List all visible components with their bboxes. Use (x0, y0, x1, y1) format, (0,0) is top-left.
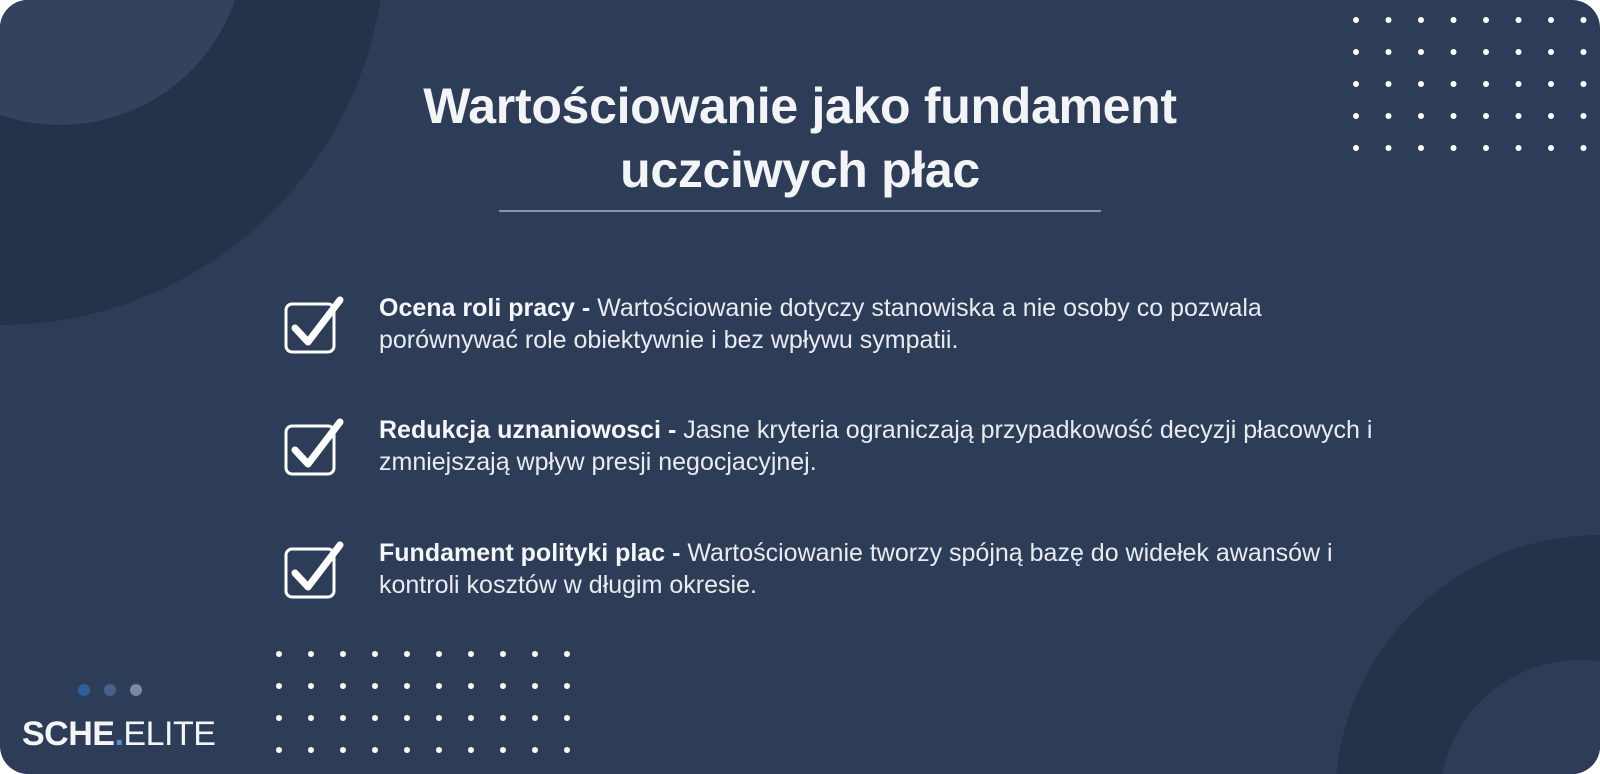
deco-dot (1581, 17, 1587, 23)
deco-dot (372, 747, 378, 753)
deco-dot (1386, 17, 1392, 23)
deco-dot (1353, 145, 1359, 151)
deco-dot-grid-top-right (1353, 17, 1587, 151)
deco-dot (1483, 81, 1489, 87)
deco-dot (1581, 145, 1587, 151)
title-line-2: uczciwych płac (620, 142, 980, 198)
list-item-separator: - (661, 416, 684, 444)
deco-dot (1581, 113, 1587, 119)
deco-dot (1548, 17, 1554, 23)
checkbox-checked-icon (284, 294, 348, 358)
deco-dot (436, 683, 442, 689)
title-line-1: Wartościowanie jako fundament (423, 78, 1177, 134)
deco-dot (500, 715, 506, 721)
deco-dot (1581, 49, 1587, 55)
deco-dot (404, 747, 410, 753)
deco-dot (1548, 113, 1554, 119)
deco-dot (1548, 81, 1554, 87)
deco-dot (1516, 113, 1522, 119)
list-item-label: Ocena roli pracy (379, 294, 575, 322)
checkbox-checked-icon (284, 416, 348, 480)
deco-dot (1451, 17, 1457, 23)
deco-dot (436, 651, 442, 657)
list-item-separator: - (574, 294, 598, 322)
deco-dot (1418, 81, 1424, 87)
deco-dot (564, 715, 570, 721)
list-item-redukcja-uznaniowosci (284, 414, 1384, 484)
deco-dot (340, 747, 346, 753)
deco-dot (308, 651, 314, 657)
deco-dot (1386, 81, 1392, 87)
deco-dot (468, 747, 474, 753)
deco-dot (372, 651, 378, 657)
deco-dot (1418, 49, 1424, 55)
deco-dot (436, 747, 442, 753)
deco-dot (404, 651, 410, 657)
list-item-text (379, 292, 1379, 356)
deco-dot (500, 651, 506, 657)
list-item-separator: - (665, 539, 688, 567)
logo-part-2: ELITE (123, 715, 216, 753)
deco-dot (1483, 17, 1489, 23)
brand-logo (22, 714, 215, 754)
deco-dot (308, 715, 314, 721)
deco-dot (1516, 81, 1522, 87)
deco-dot (1418, 145, 1424, 151)
deco-dot (1516, 145, 1522, 151)
list-item-description: Wartościowanie tworzy spójną bazę do widełek awansów i kontroli kosztów w długim okresie. (379, 539, 1333, 599)
deco-dot (468, 683, 474, 689)
deco-dot (276, 715, 282, 721)
logo-part-1: SCHE (22, 715, 115, 753)
deco-dot-grid-bottom-left (276, 651, 570, 753)
deco-dot (532, 683, 538, 689)
deco-dot (276, 651, 282, 657)
deco-dot (1451, 145, 1457, 151)
page-title (300, 74, 1300, 202)
deco-dot (404, 715, 410, 721)
logo-dots (78, 684, 142, 696)
deco-dot (340, 715, 346, 721)
deco-dot (1418, 17, 1424, 23)
deco-dot (1451, 81, 1457, 87)
deco-dot (276, 747, 282, 753)
list-item-description: Jasne kryteria ograniczają przypadkowość decyzji płacowych i zmniejszają wpływ presji negocjacyjnej. (379, 416, 1373, 476)
deco-dot (404, 683, 410, 689)
title-divider (499, 210, 1101, 212)
deco-dot (532, 715, 538, 721)
deco-dot (308, 747, 314, 753)
deco-dot (1353, 49, 1359, 55)
deco-dot (1548, 145, 1554, 151)
deco-dot (564, 683, 570, 689)
list-item-description: Wartościowanie dotyczy stanowiska a nie osoby co pozwala porównywać role obiektywnie i bez wpływu sympatii. (379, 294, 1262, 354)
deco-dot (1483, 145, 1489, 151)
list-item-text (379, 537, 1379, 601)
deco-dot (340, 651, 346, 657)
deco-dot (1516, 17, 1522, 23)
deco-dot (1451, 113, 1457, 119)
deco-dot (468, 715, 474, 721)
deco-dot (308, 683, 314, 689)
list-item-fundament-polityki-plac (284, 537, 1384, 607)
deco-dot (276, 683, 282, 689)
deco-dot (1483, 113, 1489, 119)
deco-dot (436, 715, 442, 721)
deco-dot (532, 747, 538, 753)
deco-dot (532, 651, 538, 657)
deco-dot (1483, 49, 1489, 55)
deco-dot (1418, 113, 1424, 119)
deco-dot (340, 683, 346, 689)
deco-dot (1451, 49, 1457, 55)
deco-dot (1386, 145, 1392, 151)
list-item-label: Redukcja uznaniowosci (379, 416, 662, 444)
deco-dot (564, 651, 570, 657)
deco-dot (564, 747, 570, 753)
deco-dot (468, 651, 474, 657)
checkbox-checked-icon (284, 539, 348, 603)
deco-dot (1386, 113, 1392, 119)
logo-dot: . (114, 715, 124, 753)
deco-dot (1386, 49, 1392, 55)
deco-dot (1353, 81, 1359, 87)
deco-dot (500, 683, 506, 689)
deco-dot (1581, 81, 1587, 87)
list-item-text (379, 414, 1379, 478)
deco-dot (372, 715, 378, 721)
deco-dot (1353, 17, 1359, 23)
list-item-label: Fundament polityki plac (379, 539, 666, 567)
deco-dot (1353, 113, 1359, 119)
deco-dot (372, 683, 378, 689)
list-item-ocena-roli-pracy (284, 292, 1384, 362)
deco-dot (500, 747, 506, 753)
deco-dot (1516, 49, 1522, 55)
deco-dot (1548, 49, 1554, 55)
